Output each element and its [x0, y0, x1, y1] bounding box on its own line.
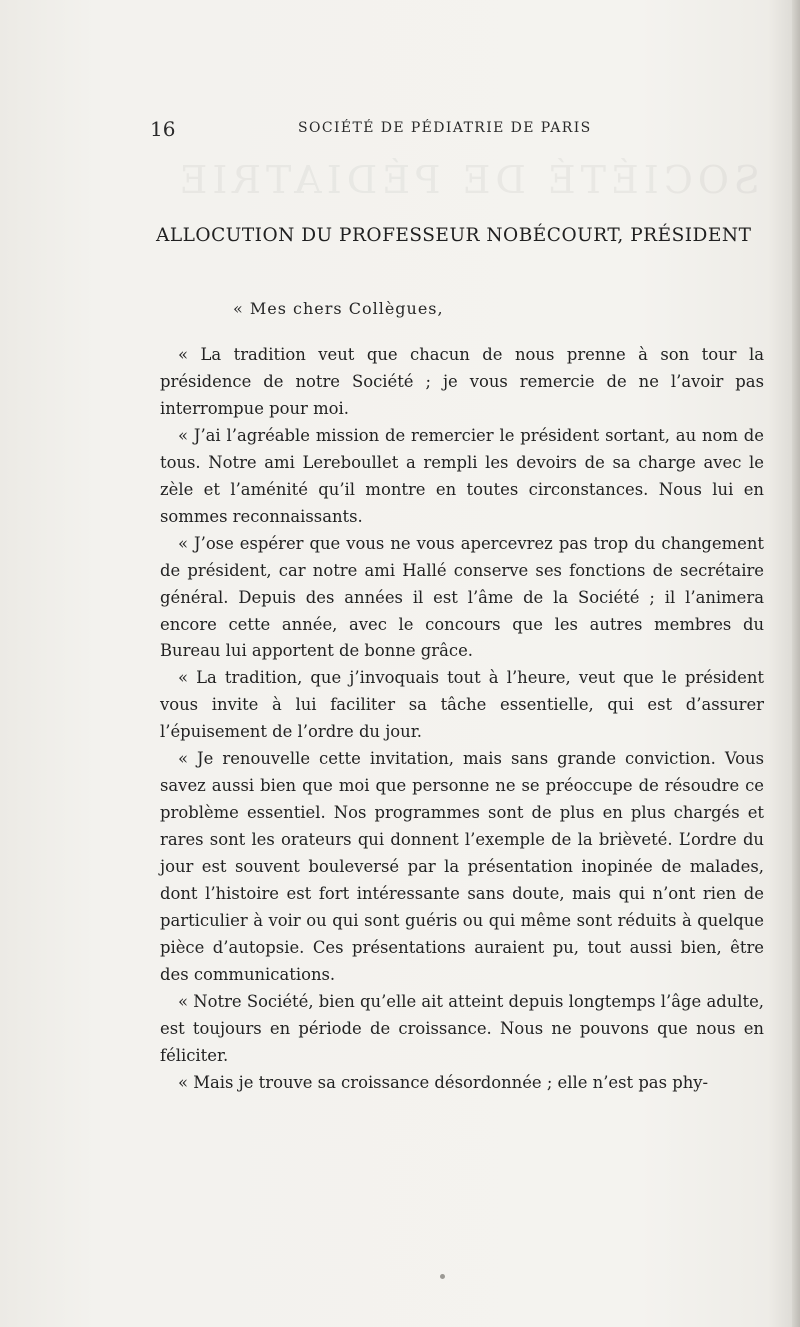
salutation: « Mes chers Collègues,	[233, 299, 444, 318]
article-title: ALLOCUTION DU PROFESSEUR NOBÉCOURT, PRÉSIDENT	[156, 225, 752, 246]
paragraph: « La tradition, que j’invoquais tout à l’heure, veut que le président vous invite à lui faciliter sa tâche essentielle, qui est d’assurer l’épuisement de l’ordre du jour.	[160, 668, 764, 742]
ink-speck	[440, 1274, 445, 1279]
journal-title: SOCIÉTÉ DE PÉDIATRIE DE PARIS	[298, 120, 592, 136]
show-through-text: SOCIÉTÉ DE PÉDIATRIE	[174, 158, 760, 202]
paragraph: « J’ai l’agréable mission de remercier le président sortant, au nom de tous. Notre ami Lereboullet a rempli les devoirs de sa charge avec le zèle et l’aménité qu’il montre en toutes circonstances. Nous lui en sommes reconnaissants.	[160, 425, 764, 526]
running-head	[150, 117, 750, 145]
article-body	[160, 342, 764, 1132]
paragraph: « Je renouvelle cette invitation, mais sans grande conviction. Vous savez aussi bien que moi que personne ne se préoccupe de résoudre ce problème essentiel. Nos programmes sont de plus en plus chargés et rares sont les orateurs qui donnent l’exemple de la brièveté. L’ordre du jour est souvent bouleversé par la présentation inopinée de malades, dont l’histoire est fort intéressante sans doute, mais qui n’ont rien de particulier à voir ou qui sont guéris ou qui même sont réduits à quelque pièce d’autopsie. Ces présentations auraient pu, tout aussi bien, être des communications.	[160, 749, 764, 984]
paragraph: « La tradition veut que chacun de nous prenne à son tour la présidence de notre Société ; je vous remercie de ne l’avoir pas interrompue pour moi.	[160, 345, 764, 418]
paragraph: « Mais je trouve sa croissance désordonnée ; elle n’est pas phy-	[178, 1072, 709, 1092]
page-number: 16	[150, 117, 176, 141]
page-edge-shadow	[792, 0, 800, 1327]
paragraph: « J’ose espérer que vous ne vous apercevrez pas trop du changement de président, car notre ami Hallé conserve ses fonctions de secrétaire général. Depuis des années il est l’âme de la Société ; il l’animera encore cette année, avec le concours que les autres membres du Bureau lui apportent de bonne grâce.	[160, 533, 764, 661]
paragraph: « Notre Société, bien qu’elle ait atteint depuis longtemps l’âge adulte, est toujours en période de croissance. Nous ne pouvons que nous en féliciter.	[160, 991, 764, 1065]
